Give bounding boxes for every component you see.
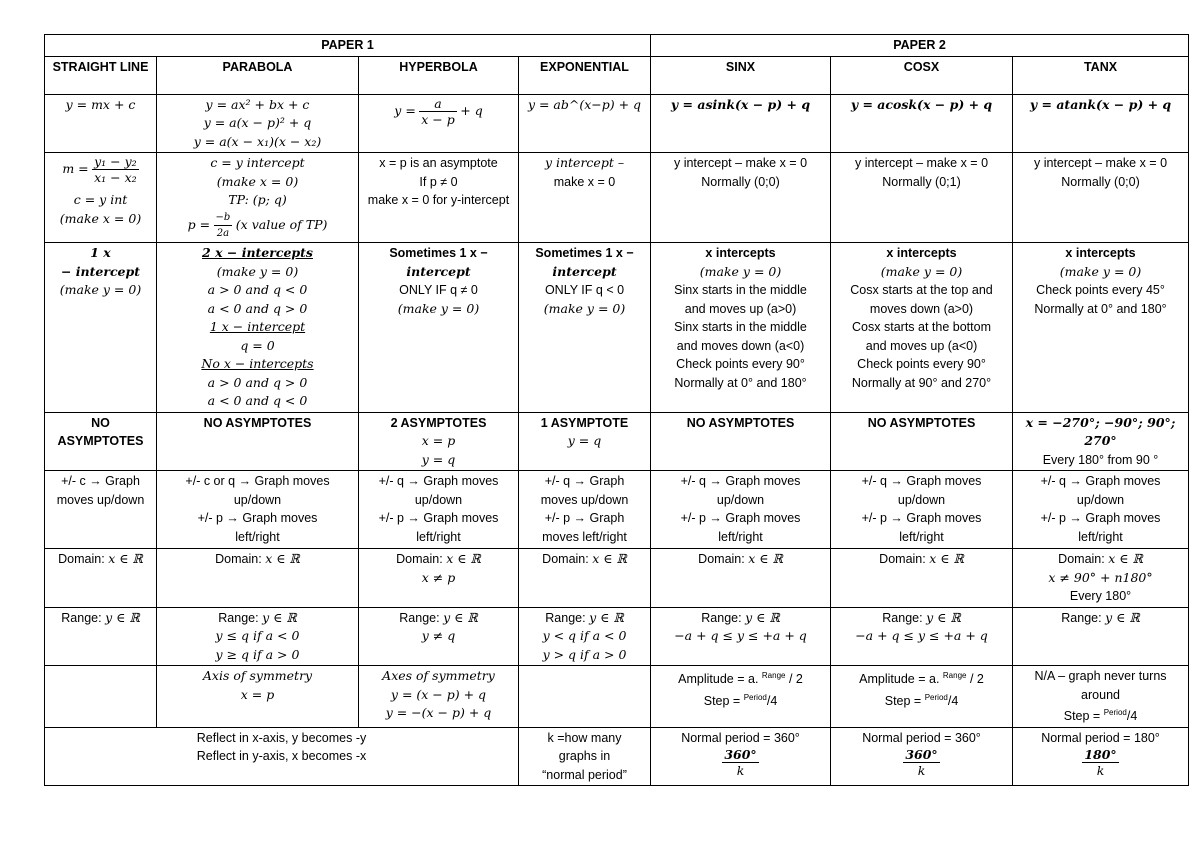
exponential-intercepts: y intercept – make x = 0 [519, 153, 651, 243]
exponential-asymptote: 1 ASYMPTOTE y = q [519, 412, 651, 471]
hyperbola-header: HYPERBOLA [359, 56, 519, 94]
straight-x-intercept: 1 x − intercept (make y = 0) [45, 243, 157, 413]
tan-intercepts: y intercept – make x = 0 Normally (0;0) [1013, 153, 1189, 243]
parabola-standard-form: y = ax² + bx + c [205, 96, 310, 112]
hyperbola-fraction: $\frac{a}{x - p}$ [421, 95, 455, 127]
tan-period-fraction: $\frac{180^\circ}{k}$ [1084, 747, 1117, 779]
straight-symmetry-empty [45, 666, 157, 728]
cos-shift: +/- q → Graph moves up/down +/- p → Graph moves left/right [831, 471, 1013, 549]
tan-period: Normal period = 180° $\frac{180^\circ}{k}$ [1013, 727, 1189, 786]
paper2-header: PAPER 2 [651, 35, 1189, 57]
sin-intercepts: y intercept – make x = 0 Normally (0;0) [651, 153, 831, 243]
cos-x-intercepts: x intercepts (make y = 0) Cosx starts at the top and moves down (a>0) Cosx starts at the bottom and moves up (a<0) Check points every 90° Normally at 90° and 270° [831, 243, 1013, 413]
cos-period: Normal period = 360° $\frac{360^\circ}{k}$ [831, 727, 1013, 786]
tan-amplitude: N/A – graph never turns around Step = $^{Period}$/4 [1013, 666, 1189, 728]
hyperbola-symmetry: Axes of symmetry y = (x − p) + q y = −(x − p) + q [359, 666, 519, 728]
cos-domain: Domain: x ∈ ℝ [831, 549, 1013, 608]
straight-equation: y = mx + c [45, 94, 157, 153]
straight-domain: Domain: x ∈ ℝ [45, 549, 157, 608]
reflection-rules: Reflect in x-axis, y becomes -y Reflect in y-axis, x becomes -x [45, 727, 519, 786]
hyperbola-shift: +/- q → Graph moves up/down +/- p → Graph moves left/right [359, 471, 519, 549]
exponential-shift: +/- q → Graph moves up/down +/- p → Graph moves left/right [519, 471, 651, 549]
hyperbola-equation: y = $\frac{a}{x - p}$ + q [359, 94, 519, 153]
k-note: k =how many graphs in “normal period” [519, 727, 651, 786]
parabola-intercepts: c = y intercept (make x = 0) TP: (p; q) p = $\frac{-b}{2a}$ (x value of TP) [157, 153, 359, 243]
parabola-equations [157, 94, 359, 153]
x-intercept-row [45, 243, 1189, 413]
tp-fraction: $\frac{-b}{2a}$ [215, 211, 231, 239]
cos-equation: y = acosk(x − p) + q [831, 94, 1013, 153]
hyperbola-domain: Domain: x ∈ ℝ x ≠ p [359, 549, 519, 608]
exponential-header: EXPONENTIAL [519, 56, 651, 94]
parabola-shift: +/- c or q → Graph moves up/down +/- p → Graph moves left/right [157, 471, 359, 549]
sin-equation: y = asink(x − p) + q [651, 94, 831, 153]
sin-period: Normal period = 360° $\frac{360^\circ}{k}$ [651, 727, 831, 786]
hyperbola-intercepts: x = p is an asymptote If p ≠ 0 make x = 0 for y-intercept [359, 153, 519, 243]
cos-amplitude: Amplitude = a. $^{Range}$ / 2 Step = $^{Period}$/4 [831, 666, 1013, 728]
tan-domain: Domain: x ∈ ℝ x ≠ 90° + n180° Every 180° [1013, 549, 1189, 608]
shift-row [45, 471, 1189, 549]
exponential-equation: y = ab^(x−p) + q [519, 94, 651, 153]
reflection-period-row [45, 727, 1189, 786]
summary-sheet [44, 34, 1189, 786]
parabola-symmetry: Axis of symmetry x = p [157, 666, 359, 728]
sin-domain: Domain: x ∈ ℝ [651, 549, 831, 608]
parabola-root-form: y = a(x − x₁)(x − x₂) [193, 133, 322, 149]
parabola-asymptotes: NO ASYMPTOTES [157, 412, 359, 471]
gradient-fraction: $\frac{\text{y₁ − y₂}}{\text{x₁ − x₂}}$ [94, 154, 137, 185]
symmetry-row [45, 666, 1189, 728]
paper1-header: PAPER 1 [45, 35, 651, 57]
range-row [45, 607, 1189, 666]
straight-gradient: m = $\frac{\text{y₁ − y₂}}{\text{x₁ − x₂}}$ c = y int (make x = 0) [45, 153, 157, 243]
hyperbola-range: Range: y ∈ ℝ y ≠ q [359, 607, 519, 666]
tan-x-intercepts: x intercepts (make y = 0) Check points every 45° Normally at 0° and 180° [1013, 243, 1189, 413]
tan-asymptotes: x = −270°; −90°; 90°; 270° Every 180° from 90 ° [1013, 412, 1189, 471]
graph-type-row [45, 56, 1189, 94]
functions-summary-table [44, 34, 1189, 786]
straight-line-header: STRAIGHT LINE [45, 56, 157, 94]
hyperbola-x-intercepts: Sometimes 1 x − intercept ONLY IF q ≠ 0 (make y = 0) [359, 243, 519, 413]
paper-header-row [45, 35, 1189, 57]
straight-shift: +/- c → Graph moves up/down [45, 471, 157, 549]
y-intercept-row [45, 153, 1189, 243]
parabola-domain: Domain: x ∈ ℝ [157, 549, 359, 608]
sin-amplitude: Amplitude = a. $^{Range}$ / 2 Step = $^{Period}$/4 [651, 666, 831, 728]
exponential-domain: Domain: x ∈ ℝ [519, 549, 651, 608]
hyperbola-asymptotes: 2 ASYMPTOTES x = p y = q [359, 412, 519, 471]
domain-row [45, 549, 1189, 608]
asymptote-row [45, 412, 1189, 471]
tan-shift: +/- q → Graph moves up/down +/- p → Graph moves left/right [1013, 471, 1189, 549]
exponential-x-intercepts: Sometimes 1 x − intercept ONLY IF q < 0 (make y = 0) [519, 243, 651, 413]
parabola-header: PARABOLA [157, 56, 359, 94]
tan-range: Range: y ∈ ℝ [1013, 607, 1189, 666]
cos-intercepts: y intercept – make x = 0 Normally (0;1) [831, 153, 1013, 243]
exponential-symmetry-empty [519, 666, 651, 728]
exponential-range: Range: y ∈ ℝ y < q if a < 0 y > q if a > 0 [519, 607, 651, 666]
parabola-x-intercepts: 2 x − intercepts (make y = 0) a > 0 and q < 0 a < 0 and q > 0 1 x − intercept q = 0 No x − intercepts a > 0 and q > 0 a < 0 and q < 0 [157, 243, 359, 413]
straight-asymptotes: NO ASYMPTOTES [45, 412, 157, 471]
cos-asymptotes: NO ASYMPTOTES [831, 412, 1013, 471]
equation-row [45, 94, 1189, 153]
sin-shift: +/- q → Graph moves up/down +/- p → Graph moves left/right [651, 471, 831, 549]
sin-range: Range: y ∈ ℝ −a + q ≤ y ≤ +a + q [651, 607, 831, 666]
tanx-header: TANX [1013, 56, 1189, 94]
parabola-range: Range: y ∈ ℝ y ≤ q if a < 0 y ≥ q if a > 0 [157, 607, 359, 666]
cos-range: Range: y ∈ ℝ −a + q ≤ y ≤ +a + q [831, 607, 1013, 666]
cos-period-fraction: $\frac{360^\circ}{k}$ [905, 747, 938, 779]
straight-range: Range: y ∈ ℝ [45, 607, 157, 666]
cosx-header: COSX [831, 56, 1013, 94]
sin-asymptotes: NO ASYMPTOTES [651, 412, 831, 471]
sin-x-intercepts: x intercepts (make y = 0) Sinx starts in the middle and moves up (a>0) Sinx starts in the middle and moves down (a<0) Check points every 90° Normally at 0° and 180° [651, 243, 831, 413]
parabola-turning-point-form: y = a(x − p)² + q [203, 115, 312, 130]
tan-equation: y = atank(x − p) + q [1013, 94, 1189, 153]
sin-period-fraction: $\frac{360^\circ}{k}$ [724, 747, 757, 779]
sinx-header: SINX [651, 56, 831, 94]
